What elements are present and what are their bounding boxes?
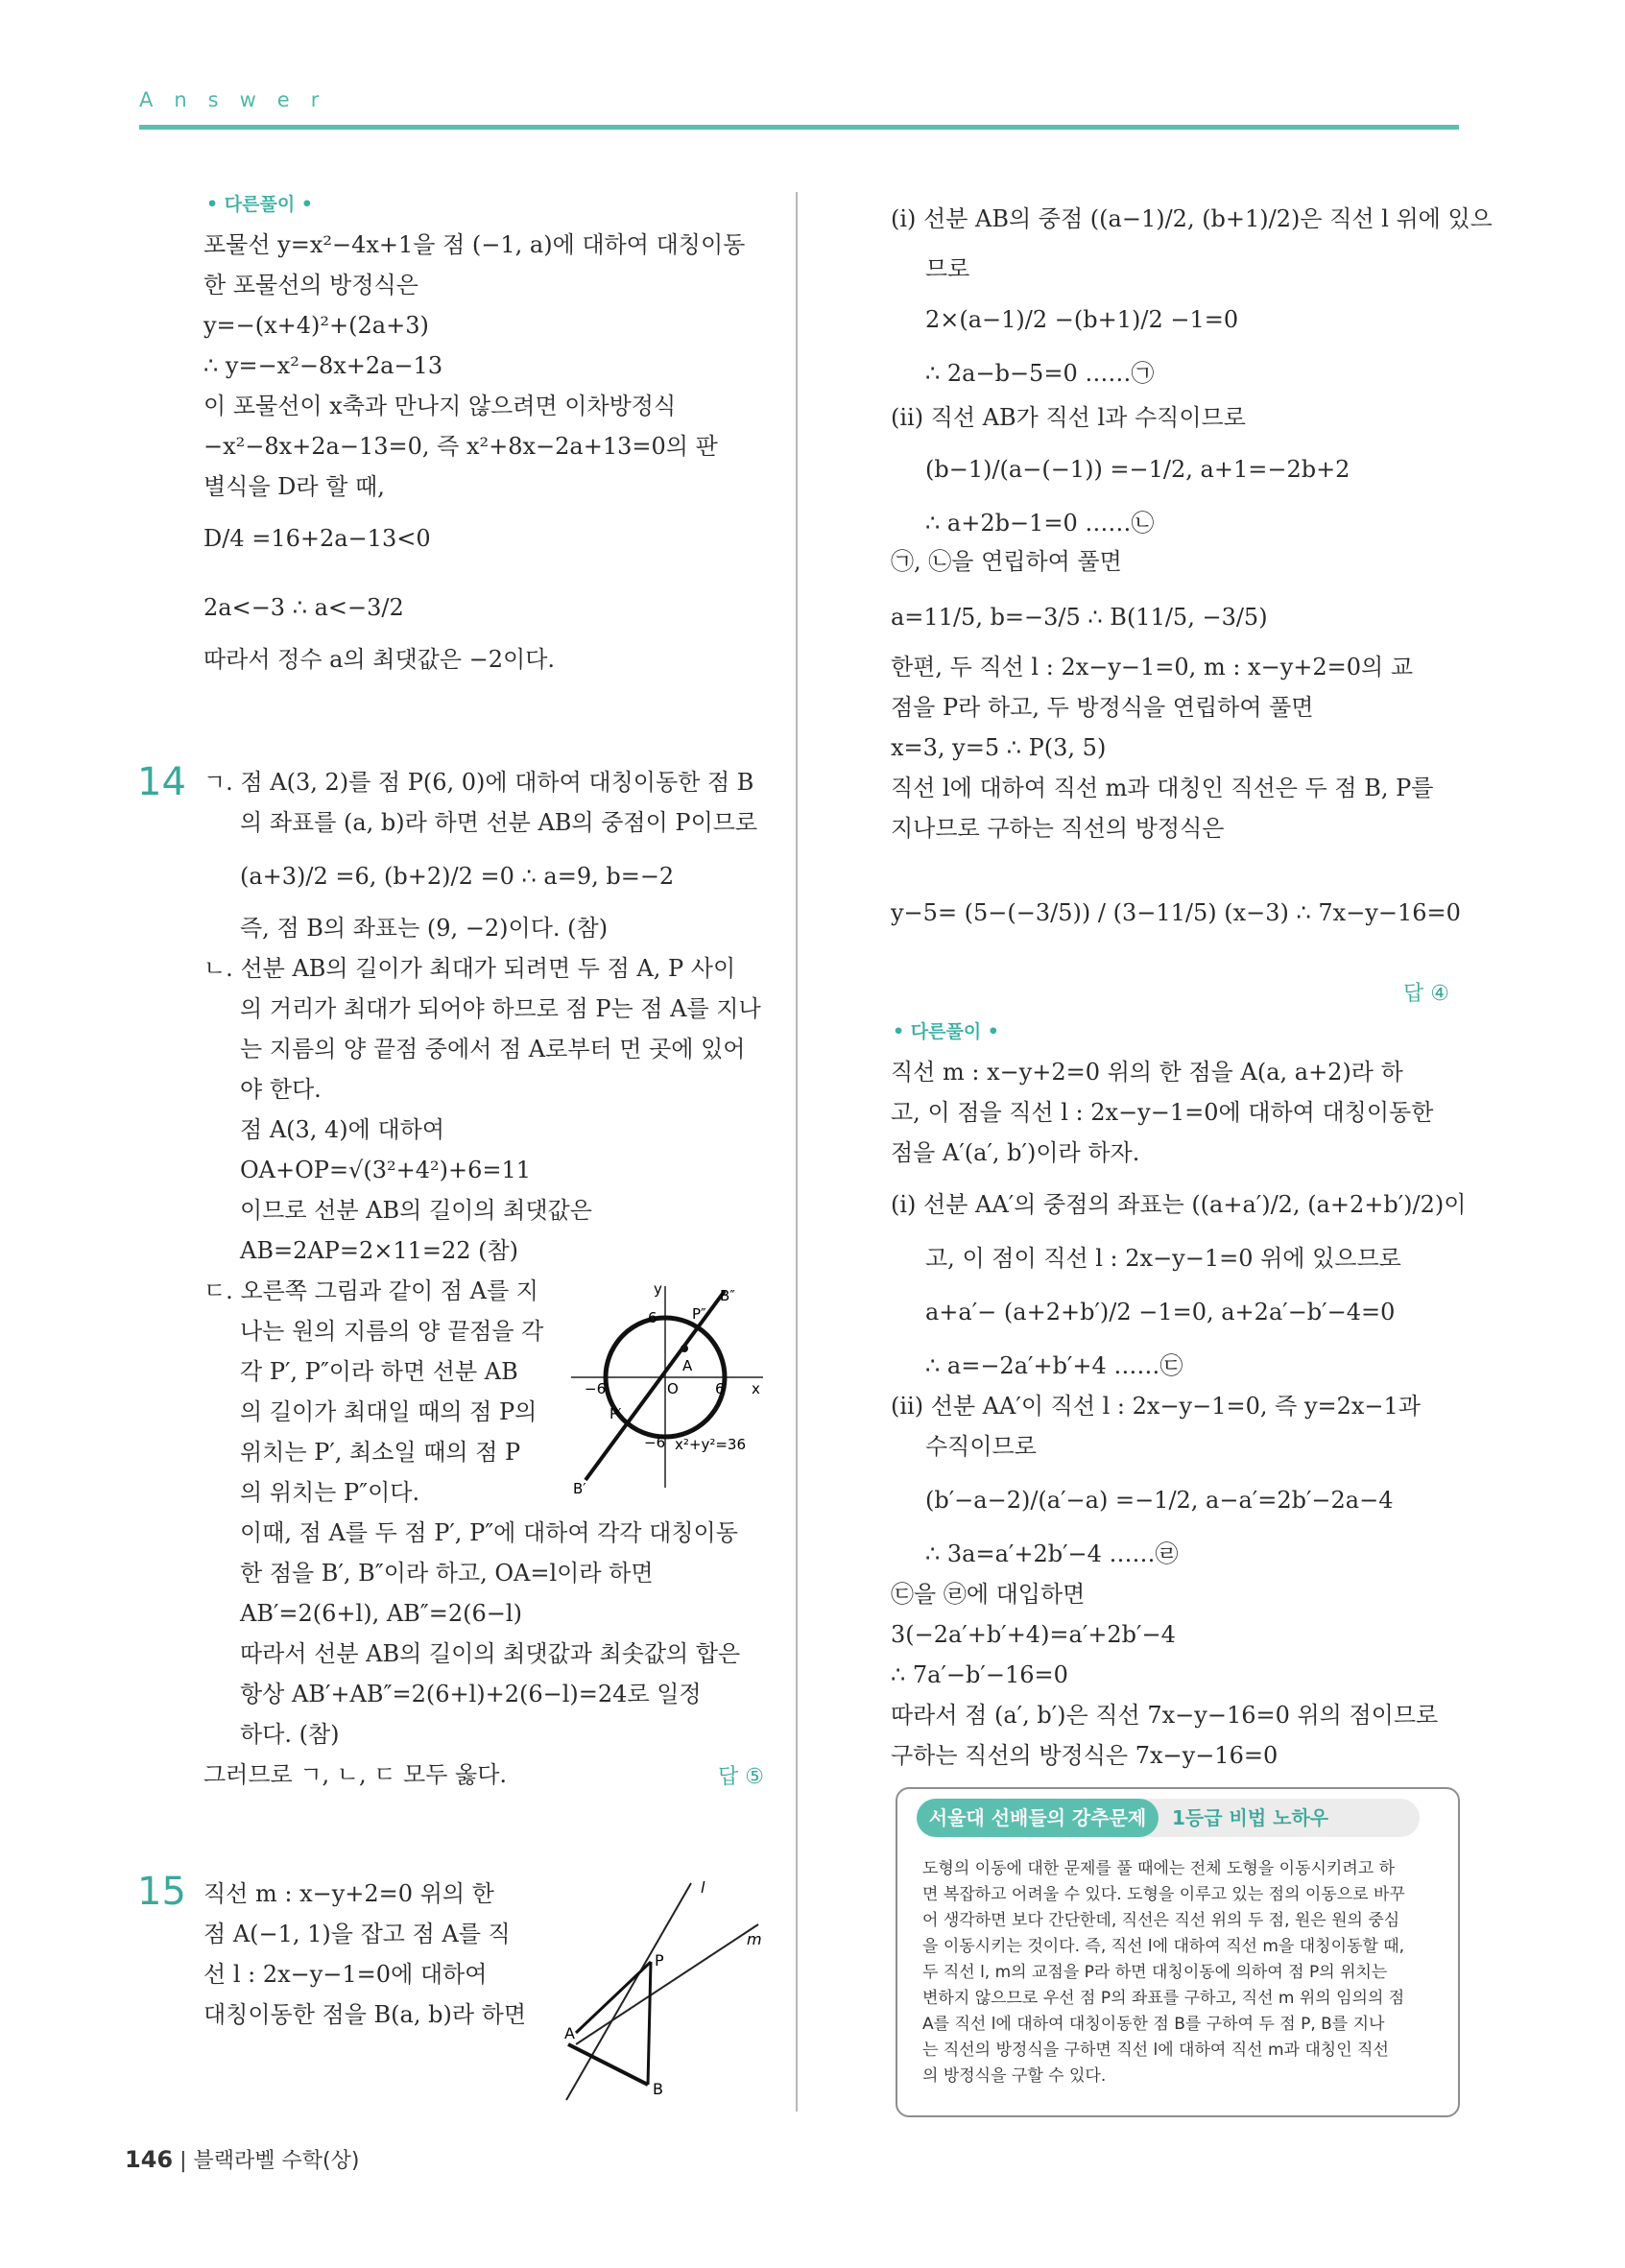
q15-line-l [566, 1883, 691, 2100]
rightMain-line: (ⅱ) 직선 AB가 직선 l과 수직이므로 [891, 404, 1246, 431]
q14-line: 의 거리가 최대가 되어야 하므로 점 P는 점 A를 지나 [240, 995, 761, 1022]
right-answer: 답 ④ [1403, 982, 1449, 1006]
leftAlt-line: 포물선 y=x²−4x+1을 점 (−1, a)에 대하여 대칭이동 [203, 231, 746, 258]
fig14-label-7: 6 [715, 1380, 725, 1397]
q14-line: 야 한다. [240, 1076, 322, 1103]
rightAlt-line: (ⅰ) 선분 AA′의 중점의 좌표는 ((a+a′)/2, (a+2+b′)/2)이 [891, 1191, 1467, 1218]
leftAlt-line: 따라서 정수 a의 최댓값은 −2이다. [203, 646, 556, 673]
q14-line: AB′=2(6+l), AB″=2(6−l) [240, 1600, 522, 1627]
fig14-label-0: y [654, 1280, 662, 1298]
rightAlt-line: ㉢을 ㉣에 대입하면 [891, 1581, 1086, 1608]
fig14-label-2: P″ [692, 1305, 706, 1323]
fig15-label-4: B [653, 2080, 663, 2098]
rightAlt-line: 점을 A′(a′, b′)이라 하자. [891, 1139, 1140, 1166]
rightAlt-line: 직선 m : x−y+2=0 위의 한 점을 A(a, a+2)라 하 [891, 1059, 1403, 1086]
q14-line: 따라서 선분 AB의 길이의 최댓값과 최솟값의 합은 [240, 1640, 741, 1667]
tip-box-title-bar [917, 1799, 1420, 1837]
rightMain-line: 점을 P라 하고, 두 방정식을 연립하여 풀면 [891, 694, 1314, 721]
fig15-label-3: A [564, 2024, 575, 2042]
fig15-label-2: P [655, 1951, 664, 1970]
book-title: 블랙라벨 수학(상) [193, 2149, 360, 2173]
rightAlt-line: (ⅱ) 선분 AA′이 직선 l : 2x−y−1=0, 즉 y=2x−1과 [891, 1393, 1421, 1420]
header-label: Answer [139, 88, 341, 111]
rightMain-line: 한편, 두 직선 l : 2x−y−1=0, m : x−y+2=0의 교 [891, 654, 1414, 680]
right-alt-tag: • 다른풀이 • [893, 1021, 999, 1042]
q15-line: 점 A(−1, 1)을 잡고 점 A를 직 [203, 1921, 511, 1947]
footer-separator: | [179, 2149, 194, 2173]
q14-answer: 답 ⑤ [718, 1765, 764, 1789]
page-number: 146 [125, 2146, 174, 2173]
fig14-label-8: x [752, 1380, 760, 1397]
header-rule [139, 125, 1459, 130]
q15-segment-ap [576, 1962, 651, 2033]
tip-box-subtitle: 1등급 비법 노하우 [1172, 1806, 1329, 1829]
q14-line: 의 좌표를 (a, b)라 하면 선분 AB의 중점이 P이므로 [240, 809, 758, 836]
fig14-label-4: A [682, 1357, 693, 1374]
rightMain-line: 2×(a−1)/2 −(b+1)/2 −1=0 [925, 306, 1239, 333]
q14-line: ㄴ. 선분 AB의 길이가 최대가 되려면 두 점 A, P 사이 [203, 955, 736, 982]
rightMain-line: ∴ 2a−b−5=0 ……㉠ [925, 360, 1155, 387]
rightAlt-line: 수직이므로 [925, 1433, 1037, 1460]
q14-line: OA+OP=√(3²+4²)+6=11 [240, 1157, 531, 1183]
q15-lines-figure [547, 1872, 777, 2112]
q14-line: 위치는 P′, 최소일 때의 점 P [240, 1439, 521, 1466]
q14-line: 는 지름의 양 끝점 중에서 점 A로부터 먼 곳에 있어 [240, 1036, 746, 1062]
q14-line: 점 A(3, 4)에 대하여 [240, 1116, 445, 1143]
fig14-label-11: x²+y²=36 [675, 1436, 747, 1453]
q14-line: AB=2AP=2×11=22 (참) [240, 1237, 519, 1264]
rightAlt-line: ∴ 7a′−b′−16=0 [891, 1661, 1068, 1688]
tip-box-text: 도형의 이동에 대한 문제를 풀 때에는 전체 도형을 이동시키려고 하 면 복잡하고 어려울 수 있다. 도형을 이루고 있는 점의 이동으로 바꾸 어 생각하면 보다 간단한데, 직선은 직선 위의 두 점, 원은 원의 중심 을 이동시키는 것이다. 즉, 직선 l에 대하여 직선 m을 대칭이동할 때, 두 직선 l, m의 교점을 P라 하면 대칭이동에 의하여 점 P의 위치는 변하지 않으므로 우선 점 P의 좌표를 구하고, 직선 m 위의 임의의 점 A를 직선 l에 대하여 대칭이동한 점 B를 구하여 두 점 P, B를 지나 는 직선의 방정식을 구하면 직선 l에 대하여 직선 m과 대칭인 직선 의 방정식을 구할 수 있다. [922, 1859, 1405, 2086]
fig14-label-10: −6 [644, 1434, 666, 1451]
rightMain-line: 므로 [925, 255, 970, 282]
rightMain-line: 지나므로 구하는 직선의 방정식은 [891, 815, 1225, 842]
rightMain-line: (ⅰ) 선분 AB의 중점 ((a−1)/2, (b+1)/2)은 직선 l 위에 있으 [891, 205, 1493, 232]
fig15-label-0: l [701, 1878, 705, 1897]
q15-number: 15 [137, 1870, 186, 1914]
rightAlt-line: 따라서 점 (a′, b′)은 직선 7x−y−16=0 위의 점이므로 [891, 1702, 1439, 1729]
q14-line: 즉, 점 B의 좌표는 (9, −2)이다. (참) [240, 915, 609, 942]
q14-point-a [681, 1345, 688, 1352]
rightAlt-line: 고, 이 점이 직선 l : 2x−y−1=0 위에 있으므로 [925, 1245, 1401, 1272]
q14-line: ㄱ. 점 A(3, 2)를 점 P(6, 0)에 대하여 대칭이동한 점 B [203, 769, 754, 796]
rightMain-line: 직선 l에 대하여 직선 m과 대칭인 직선은 두 점 B, P를 [891, 775, 1434, 801]
column-divider [796, 192, 798, 2112]
fig14-label-1: 6 [648, 1309, 657, 1326]
leftAlt-line: 별식을 D라 할 때, [203, 473, 385, 500]
fig14-label-3: B″ [720, 1287, 735, 1304]
fig14-label-6: O [667, 1380, 679, 1397]
rightAlt-line: ∴ a=−2a′+b′+4 ……㉢ [925, 1352, 1183, 1379]
leftAlt-line: −x²−8x+2a−13=0, 즉 x²+8x−2a+13=0의 판 [203, 433, 718, 460]
q14-line: 이때, 점 A를 두 점 P′, P″에 대하여 각각 대칭이동 [240, 1519, 738, 1546]
rightAlt-line: 고, 이 점을 직선 l : 2x−y−1=0에 대하여 대칭이동한 [891, 1099, 1434, 1126]
q14-line: 항상 AB′+AB″=2(6+l)+2(6−l)=24로 일정 [240, 1681, 702, 1707]
rightAlt-line: a+a′− (a+2+b′)/2 −1=0, a+2a′−b′−4=0 [925, 1299, 1396, 1325]
rightAlt-line: 3(−2a′+b′+4)=a′+2b′−4 [891, 1621, 1176, 1648]
fig14-label-5: −6 [585, 1380, 607, 1397]
q15-segment-ab [568, 2044, 648, 2085]
fig15-label-1: m [747, 1930, 762, 1948]
q14-line: 나는 원의 지름의 양 끝점을 각 [240, 1318, 544, 1345]
rightMain-line: a=11/5, b=−3/5 ∴ B(11/5, −3/5) [891, 604, 1268, 631]
rightAlt-line: (b′−a−2)/(a′−a) =−1/2, a−a′=2b′−2a−4 [925, 1487, 1394, 1514]
rightAlt-line: ∴ 3a=a′+2b′−4 ……㉣ [925, 1540, 1179, 1567]
rightMain-line: ∴ a+2b−1=0 ……㉡ [925, 510, 1155, 537]
q14-line: 각 P′, P″이라 하면 선분 AB [240, 1358, 518, 1385]
leftAlt-line: 2a<−3 ∴ a<−3/2 [203, 594, 404, 621]
leftAlt-line: ∴ y=−x²−8x+2a−13 [203, 352, 443, 379]
q14-line: 의 길이가 최대일 때의 점 P의 [240, 1398, 538, 1425]
q15-line-m [576, 1924, 758, 2044]
q14-number: 14 [137, 760, 186, 804]
rightMain-line: ㉠, ㉡을 연립하여 풀면 [891, 548, 1122, 575]
q14-line: 한 점을 B′, B″이라 하고, OA=l이라 하면 [240, 1560, 654, 1587]
q14-line: 의 위치는 P″이다. [240, 1479, 420, 1506]
q14-line: 이므로 선분 AB의 길이의 최댓값은 [240, 1197, 592, 1224]
rightMain-line: (b−1)/(a−(−1)) =−1/2, a+1=−2b+2 [925, 456, 1350, 483]
q14-line: (a+3)/2 =6, (b+2)/2 =0 ∴ a=9, b=−2 [240, 863, 675, 890]
leftAlt-line: D/4 =16+2a−13<0 [203, 525, 431, 552]
q15-line: 직선 m : x−y+2=0 위의 한 [203, 1880, 494, 1907]
q14-circle-figure [562, 1277, 773, 1497]
q14-line: ㄷ. 오른쪽 그림과 같이 점 A를 지 [203, 1277, 538, 1304]
q14-line: 그러므로 ㄱ, ㄴ, ㄷ 모두 옳다. [203, 1761, 508, 1788]
rightMain-line: x=3, y=5 ∴ P(3, 5) [891, 734, 1107, 761]
q15-segment-pb [648, 1962, 651, 2085]
rightAlt-line: 구하는 직선의 방정식은 7x−y−16=0 [891, 1742, 1278, 1769]
fig14-label-9: P′ [609, 1405, 622, 1422]
leftAlt-line: 이 포물선이 x축과 만나지 않으려면 이차방정식 [203, 393, 677, 419]
page-footer [125, 2144, 359, 2174]
tip-box [896, 1787, 1460, 2117]
q15-line: 대칭이동한 점을 B(a, b)라 하면 [203, 2001, 527, 2028]
q14-line: 하다. (참) [240, 1721, 340, 1748]
rightMain-line: y−5= (5−(−3/5)) / (3−11/5) (x−3) ∴ 7x−y−16=0 [891, 899, 1461, 926]
q15-line: 선 l : 2x−y−1=0에 대하여 [203, 1961, 488, 1988]
leftAlt-line: 한 포물선의 방정식은 [203, 272, 418, 298]
fig14-label-12: B′ [573, 1480, 586, 1497]
leftAlt-line: y=−(x+4)²+(2a+3) [203, 312, 429, 339]
tip-box-title: 서울대 선배들의 강추문제 [917, 1799, 1159, 1837]
left-alt-tag: • 다른풀이 • [206, 194, 313, 215]
